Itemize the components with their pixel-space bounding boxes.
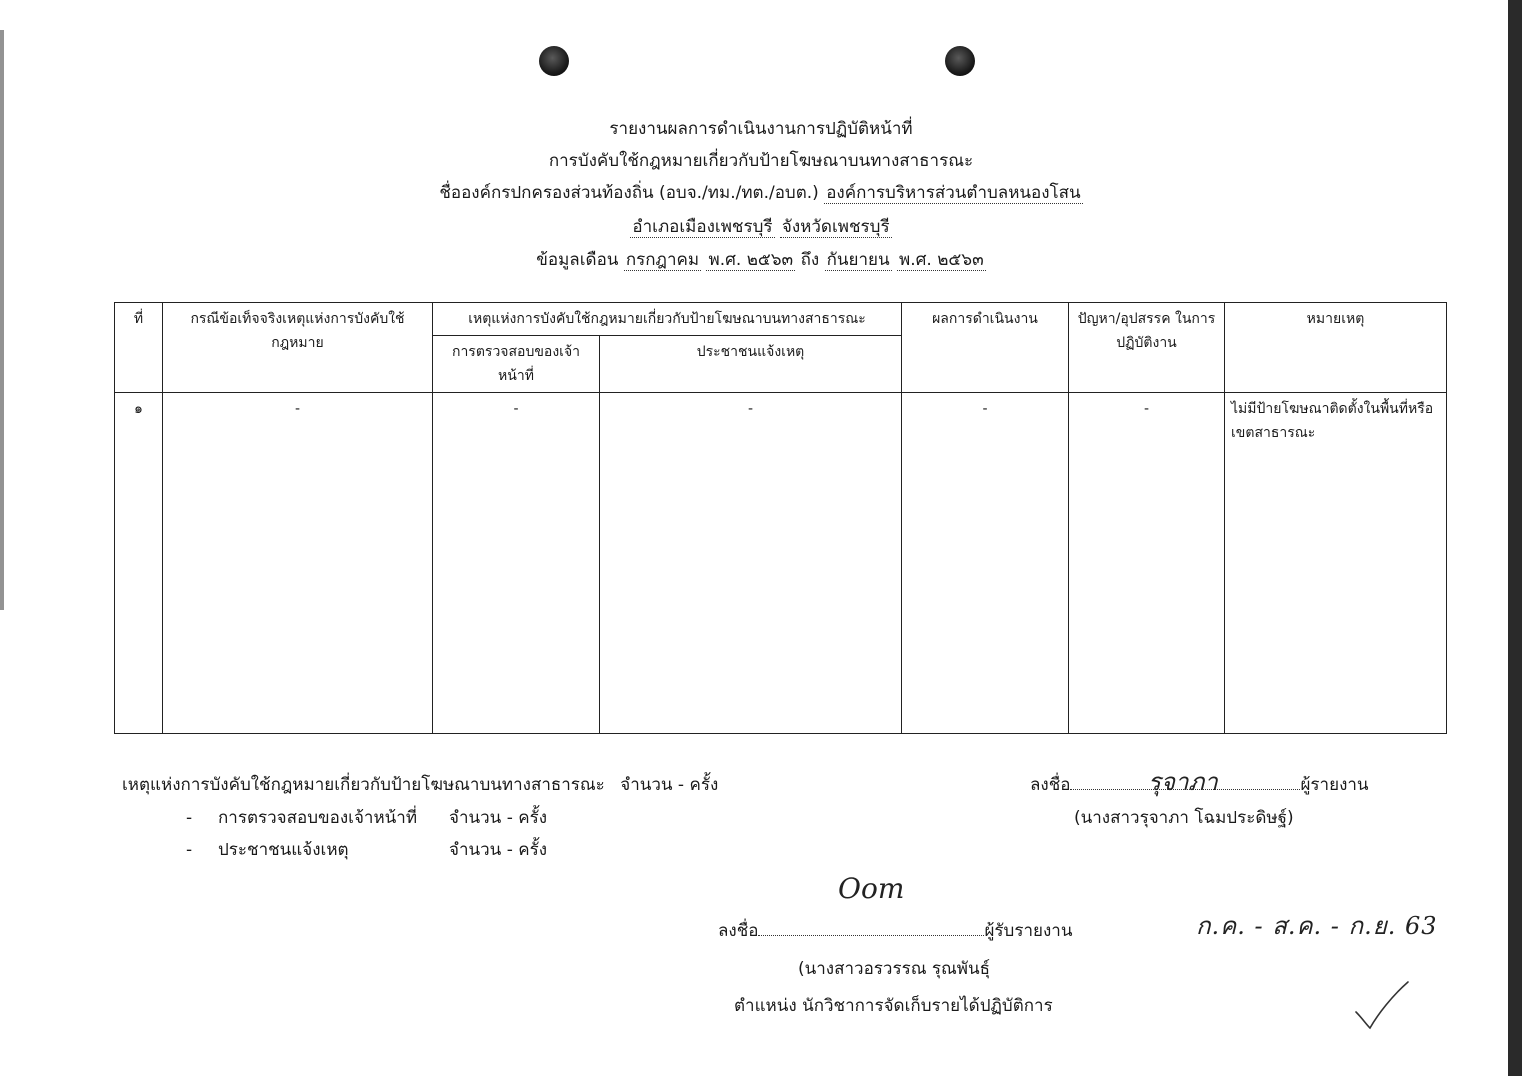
- summary-officer: [186, 806, 192, 830]
- punch-hole-left: [539, 46, 569, 76]
- header-no: ที่: [115, 303, 163, 393]
- summary-public-label: ประชาชนแจ้งเหตุ: [218, 840, 349, 860]
- header-reason: เหตุแห่งการบังคับใช้กฎหมายเกี่ยวกับป้ายโฆษณาบนทางสาธารณะ: [433, 303, 902, 336]
- reporter-role: ผู้รายงาน: [1300, 775, 1369, 795]
- header-subtitle: การบังคับใช้กฎหมายเกี่ยวกับป้ายโฆษณาบนทางสาธารณะ: [548, 151, 974, 171]
- period-label: ข้อมูลเดือน: [536, 250, 619, 270]
- receiver-handwritten-signature: Oom: [838, 872, 905, 905]
- header-location-line: [0, 216, 1522, 238]
- header-officer: การตรวจสอบของเจ้าหน้าที่: [433, 336, 600, 393]
- header-public: ประชาชนแจ้งเหตุ: [600, 336, 902, 393]
- header-district: อำเภอเมืองเพชรบุรี: [632, 217, 773, 237]
- summary-public-count: จำนวน - ครั้ง: [449, 840, 548, 860]
- report-table: [114, 302, 1447, 734]
- header-org-prefix: ชื่อองค์กรปกครองส่วนท้องถิ่น (อบจ./ทม./ทต./อบต.): [439, 183, 819, 203]
- period-to-label: ถึง: [800, 250, 820, 270]
- header-org-name: องค์การบริหารส่วนตำบลหนองโสน: [826, 183, 1081, 203]
- receiver-sign-label: ลงชื่อ: [718, 921, 759, 941]
- header-period-line: [0, 249, 1522, 271]
- summary-bullet: -: [186, 840, 193, 860]
- header-province: จังหวัดเพชรบุรี: [781, 217, 890, 237]
- reporter-sign-label: ลงชื่อ: [1030, 775, 1071, 795]
- cell-no: ๑: [115, 393, 163, 734]
- reporter-handwritten-signature: รุจาภา: [1148, 768, 1218, 796]
- header-org-line: [0, 182, 1522, 204]
- receiver-role: ผู้รับรายงาน: [984, 921, 1073, 941]
- period-to-month: กันยายน: [826, 250, 890, 270]
- summary-bullet: -: [186, 808, 193, 828]
- receiver-sign-line: [718, 919, 1072, 943]
- header-problems: ปัญหา/อุปสรรค ในการปฏิบัติงาน: [1069, 303, 1225, 393]
- check-mark-icon: [1352, 978, 1412, 1034]
- receiver-position: ตำแหน่ง นักวิชาการจัดเก็บรายได้ปฏิบัติการ: [734, 996, 1053, 1016]
- scan-edge-left: [0, 30, 4, 610]
- punch-hole-right: [945, 46, 975, 76]
- summary-officer-count: จำนวน - ครั้ง: [449, 808, 548, 828]
- header-case: กรณีข้อเท็จจริงเหตุแห่งการบังคับใช้กฎหมาย: [163, 303, 433, 393]
- cell-case: -: [163, 393, 433, 734]
- summary-total: [122, 773, 718, 797]
- summary-officer-label: การตรวจสอบของเจ้าหน้าที่: [218, 808, 418, 828]
- cell-remarks: ไม่มีป้ายโฆษณาติดตั้งในพื้นที่หรือเขตสาธารณะ: [1225, 393, 1447, 734]
- header-remarks: หมายเหตุ: [1225, 303, 1447, 393]
- header-result: ผลการดำเนินงาน: [902, 303, 1069, 393]
- handwritten-note: ก.ค. - ส.ค. - ก.ย. 63: [1196, 912, 1438, 940]
- cell-public: -: [600, 393, 902, 734]
- period-from-month: กรกฎาคม: [625, 250, 700, 270]
- period-to-year: พ.ศ. ๒๕๖๓: [899, 250, 984, 270]
- cell-problems: -: [1069, 393, 1225, 734]
- cell-result: -: [902, 393, 1069, 734]
- summary-public: [186, 838, 192, 862]
- cell-officer: -: [433, 393, 600, 734]
- period-from-year: พ.ศ. ๒๕๖๓: [708, 250, 794, 270]
- table-header-row: [115, 303, 1447, 336]
- table-row: [115, 393, 1447, 734]
- summary-total-count: จำนวน - ครั้ง: [620, 775, 719, 795]
- signature-dotted-line: [758, 921, 984, 936]
- receiver-name: (นางสาวอรวรรณ รุณพันธุ์: [798, 959, 990, 979]
- reporter-name: (นางสาวรุจาภา โฉมประดิษฐ์): [1074, 808, 1294, 828]
- header-title: รายงานผลการดำเนินงานการปฏิบัติหน้าที่: [609, 119, 913, 139]
- summary-total-label: เหตุแห่งการบังคับใช้กฎหมายเกี่ยวกับป้ายโฆษณาบนทางสาธารณะ: [122, 775, 605, 795]
